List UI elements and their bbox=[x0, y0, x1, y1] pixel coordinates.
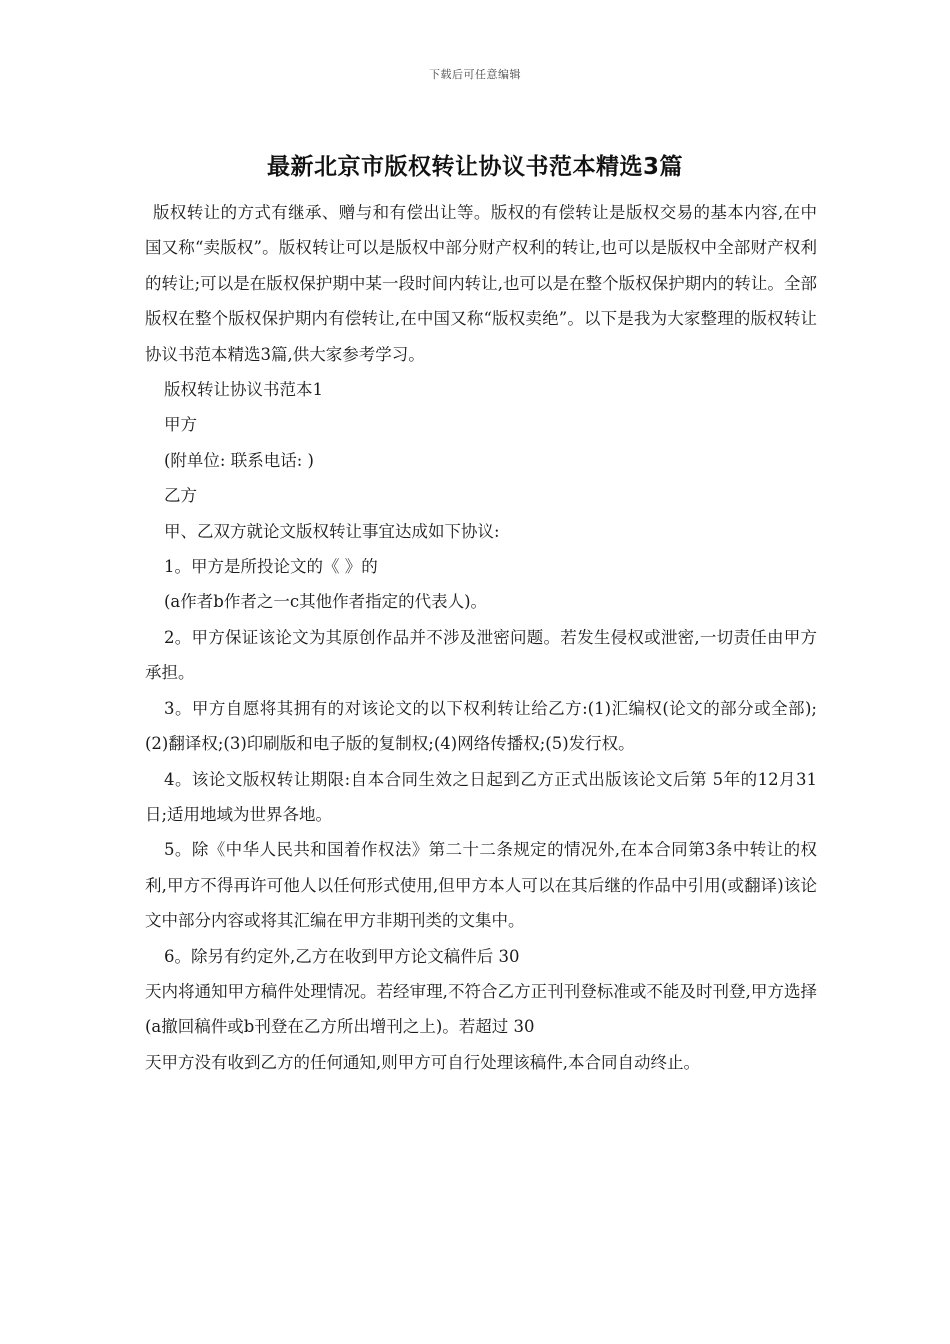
clause-1: 1。甲方是所投论文的《 》的 bbox=[164, 557, 378, 577]
header-note: 下载后可任意编辑 bbox=[429, 68, 521, 81]
agreement-preamble: 甲、乙双方就论文版权转让事宜达成如下协议: bbox=[164, 521, 500, 541]
intro-paragraph: 版权转让的方式有继承、赠与和有偿出让等。版权的有偿转让是版权交易的基本内容,在中国又称“卖版权”。版权转让可以是版权中部分财产权利的转让,也可以是版权中全部财产权利的转让;可以是在版权保护期中某一段时间内转让,也可以是在整个版权保护期内的转让。全部版权在整个版权保护期内有偿转让,在中国又称“版权卖绝”。以下是我为大家整理的版权转让协议书范本精选3篇,供大家参考学习。 bbox=[145, 203, 817, 364]
clause-6-continued: 天内将通知甲方稿件处理情况。若经审理,不符合乙方正刊刊登标准或不能及时刊登,甲方选择(a撤回稿件或b刊登在乙方所出增刊之上)。若超过 30 bbox=[145, 981, 817, 1037]
clause-6: 6。除另有约定外,乙方在收到甲方论文稿件后 30 bbox=[164, 946, 520, 966]
clause-6-end: 天甲方没有收到乙方的任何通知,则甲方可自行处理该稿件,本合同自动终止。 bbox=[145, 1052, 700, 1072]
party-a-label: 甲方 bbox=[164, 415, 197, 435]
clause-4: 4。该论文版权转让期限:自本合同生效之日起到乙方正式出版该论文后第 5年的12月31日;适用地域为世界各地。 bbox=[145, 769, 817, 824]
document-title: 最新北京市版权转让协议书范本精选3篇 bbox=[266, 154, 683, 180]
section-heading: 版权转让协议书范本1 bbox=[164, 380, 323, 400]
party-b-label: 乙方 bbox=[164, 486, 197, 506]
document-body bbox=[145, 195, 817, 1080]
party-a-contact: (附单位: 联系电话: ) bbox=[164, 450, 314, 470]
clause-3: 3。甲方自愿将其拥有的对该论文的以下权利转让给乙方:(1)汇编权(论文的部分或全部);(2)翻译权;(3)印刷版和电子版的复制权;(4)网络传播权;(5)发行权。 bbox=[145, 698, 817, 754]
clause-1-options: (a作者b作者之一c其他作者指定的代表人)。 bbox=[164, 592, 488, 612]
clause-2: 2。甲方保证该论文为其原创作品并不涉及泄密问题。若发生侵权或泄密,一切责任由甲方承担。 bbox=[145, 627, 817, 683]
clause-5: 5。除《中华人民共和国着作权法》第二十二条规定的情况外,在本合同第3条中转让的权利,甲方不得再许可他人以任何形式使用,但甲方本人可以在其后继的作品中引用(或翻译)该论文中部分内容或将其汇编在甲方非期刊类的文集中。 bbox=[145, 840, 817, 931]
